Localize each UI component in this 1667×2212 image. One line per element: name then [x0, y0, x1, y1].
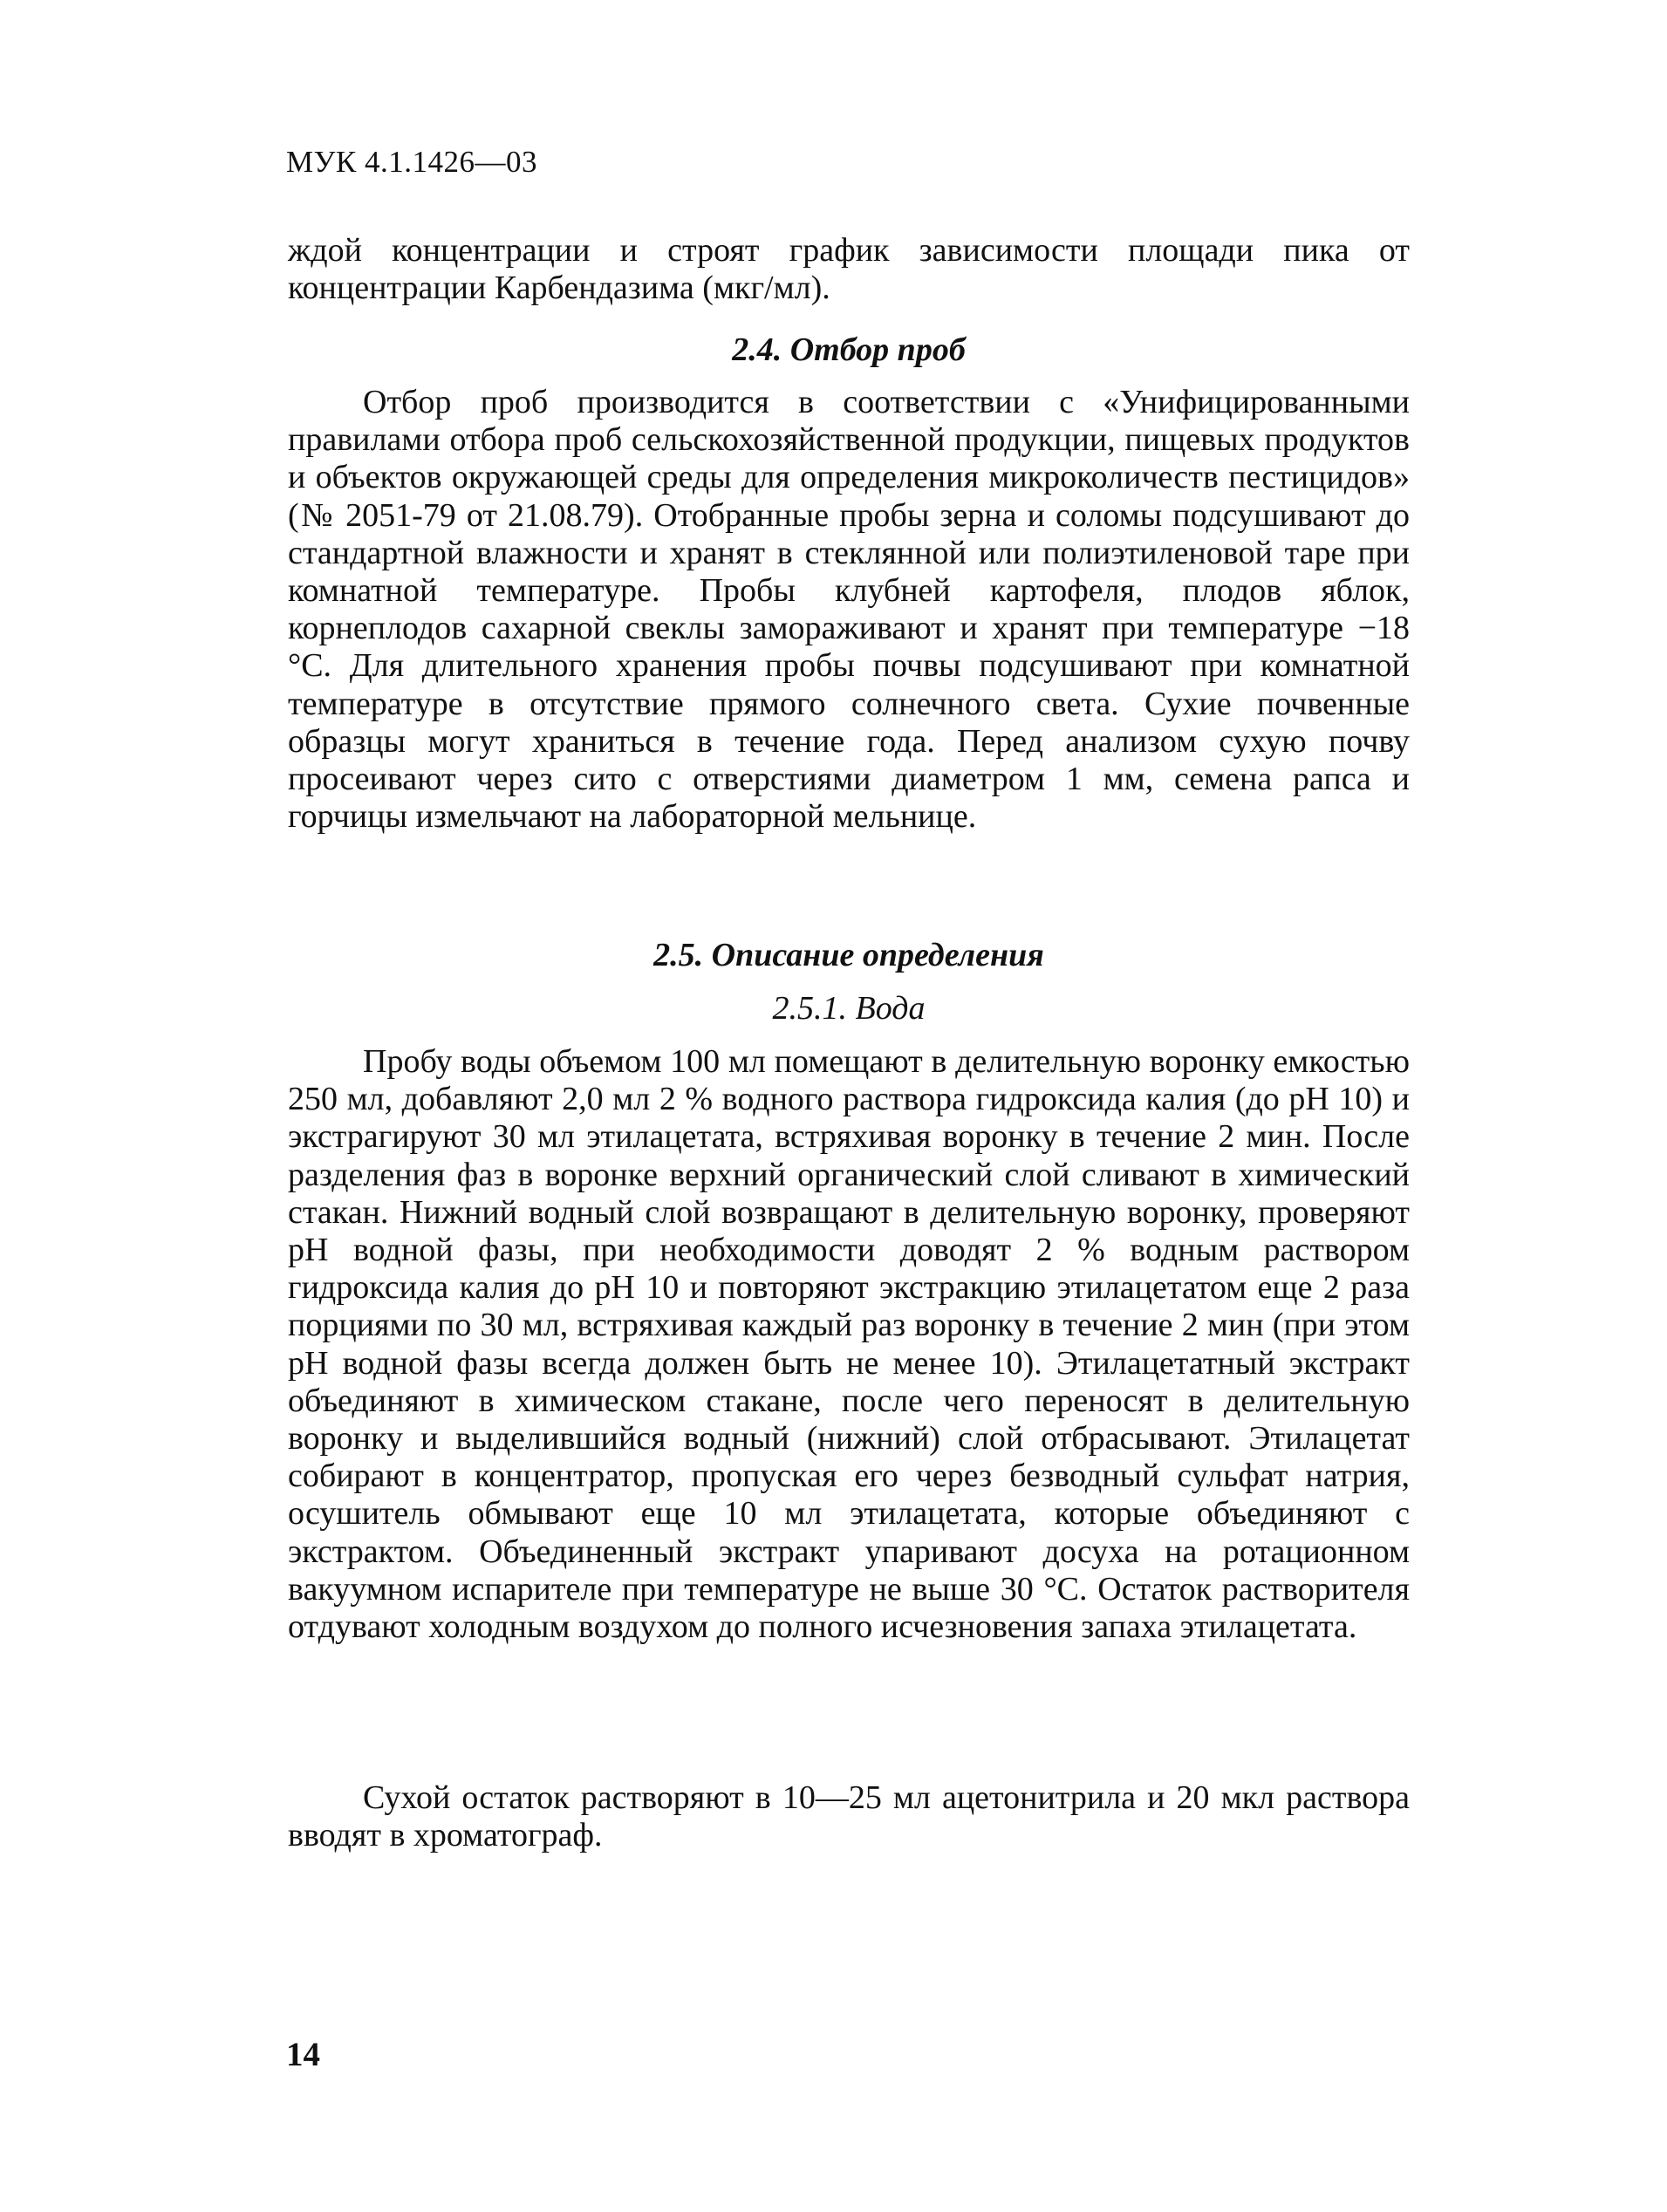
continuation-paragraph: ждой концентрации и строят график зависимости площади пика от концентрации Карбендазима (мкг/мл).	[288, 232, 1410, 307]
paragraph-sampling: Отбор проб производится в соответствии с «Унифицированными правилами отбора проб сельскохозяйственной продукции, пищевых продуктов и объектов окружающей среды для определения микроколичеств пестицидов» (№ 2051-79 от 21.08.79). Отобранные пробы зерна и соломы подсушивают до стандартной влажности и хранят в стеклянной или полиэтиленовой таре при комнатной температуре. Пробы клубней картофеля, плодов яблок, корнеплодов сахарной свеклы замораживают и хранят при температуре −18 °С. Для длительного хранения пробы почвы подсушивают при комнатной температуре в отсутствие прямого солнечного света. Сухие почвенные образцы могут храниться в течение года. Перед анализом сухую почву просеивают через сито с отверстиями диаметром 1 мм, семена рапса и горчицы измельчают на лабораторной мельнице.	[288, 384, 1410, 836]
page-number: 14	[286, 2036, 320, 2073]
subsection-heading-2-5-1: 2.5.1. Вода	[772, 990, 926, 1027]
section-heading-2-5: 2.5. Описание определения	[653, 937, 1044, 973]
paragraph-water-extraction: Пробу воды объемом 100 мл помещают в делительную воронку емкостью 250 мл, добавляют 2,0 мл 2 % водного раствора гидроксида калия (до рН 10) и экстрагируют 30 мл этилацетата, встряхивая воронку в течение 2 мин. После разделения фаз в воронке верхний органический слой сливают в химический стакан. Нижний водный слой возвращают в делительную воронку, проверяют рН водной фазы, при необходимости доводят 2 % водным раствором гидроксида калия до рН 10 и повторяют экстракцию этилацетатом еще 2 раза порциями по 30 мл, встряхивая каждый раз воронку в течение 2 мин (при этом рН водной фазы всегда должен быть не менее 10). Этилацетатный экстракт объединяют в химическом стакане, после чего переносят в делительную воронку и выделившийся водный (нижний) слой отбрасывают. Этилацетат собирают в концентратор, пропуская его через безводный сульфат натрия, осушитель обмывают еще 10 мл этилацетата, которые объединяют с экстрактом. Объединенный экстракт упаривают досуха на ротационном вакуумном испарителе при температуре не выше 30 °С. Остаток растворителя отдувают холодным воздухом до полного исчезновения запаха этилацетата.	[288, 1043, 1410, 1646]
document-code-header: МУК 4.1.1426—03	[286, 145, 537, 179]
paragraph-dry-residue: Сухой остаток растворяют в 10—25 мл ацетонитрила и 20 мкл раствора вводят в хроматограф.	[288, 1779, 1410, 1854]
section-heading-2-4: 2.4. Отбор проб	[732, 331, 966, 368]
